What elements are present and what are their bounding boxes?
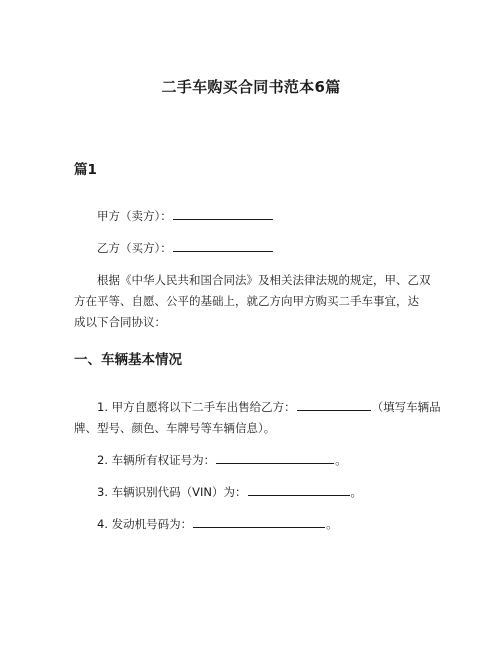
clause-4 <box>74 514 434 535</box>
clause-4-suffix: 。 <box>326 517 338 531</box>
clause-1-suffix: （填写车辆品 <box>371 400 441 414</box>
clause-2-text: 2. 车辆所有权证号为： <box>97 453 216 467</box>
intro-paragraph <box>74 270 434 333</box>
clause-1-line2: 牌、型号、颜色、车牌号等车辆信息）。 <box>74 421 276 435</box>
clause-4-text: 4. 发动机号码为： <box>97 517 193 531</box>
section-heading: 一、车辆基本情况 <box>74 352 182 368</box>
clause-1-text: 1. 甲方自愿将以下二手车出售给乙方： <box>97 400 296 414</box>
party-a-blank <box>173 207 273 220</box>
party-a-label: 甲方（卖方）： <box>97 209 172 223</box>
intro-line: 成以下合同协议： <box>74 315 166 329</box>
part-heading: 篇1 <box>74 162 97 178</box>
party-b-blank <box>173 239 273 252</box>
clause-3-suffix: 。 <box>350 485 362 499</box>
document-title: 二手车购买合同书范本6篇 <box>161 78 341 96</box>
intro-line: 方在平等、自愿、公平的基础上，就乙方向甲方购买二手车事宜，达 <box>74 294 419 308</box>
clause-4-blank <box>193 515 325 528</box>
clause-2-suffix: 。 <box>335 453 347 467</box>
clause-3 <box>74 482 434 503</box>
party-b-label: 乙方（买方）： <box>97 241 172 255</box>
intro-line: 根据《中华人民共和国合同法》及相关法律法规的规定，甲、乙双 <box>97 273 431 287</box>
clause-3-text: 3. 车辆识别代码（VIN）为： <box>97 485 247 499</box>
party-a-line <box>74 206 434 227</box>
clause-1 <box>74 397 441 439</box>
clause-3-blank <box>248 483 350 496</box>
party-b-line <box>74 238 434 259</box>
clause-2 <box>74 450 434 471</box>
clause-1-blank <box>297 398 371 411</box>
clause-2-blank <box>216 451 334 464</box>
